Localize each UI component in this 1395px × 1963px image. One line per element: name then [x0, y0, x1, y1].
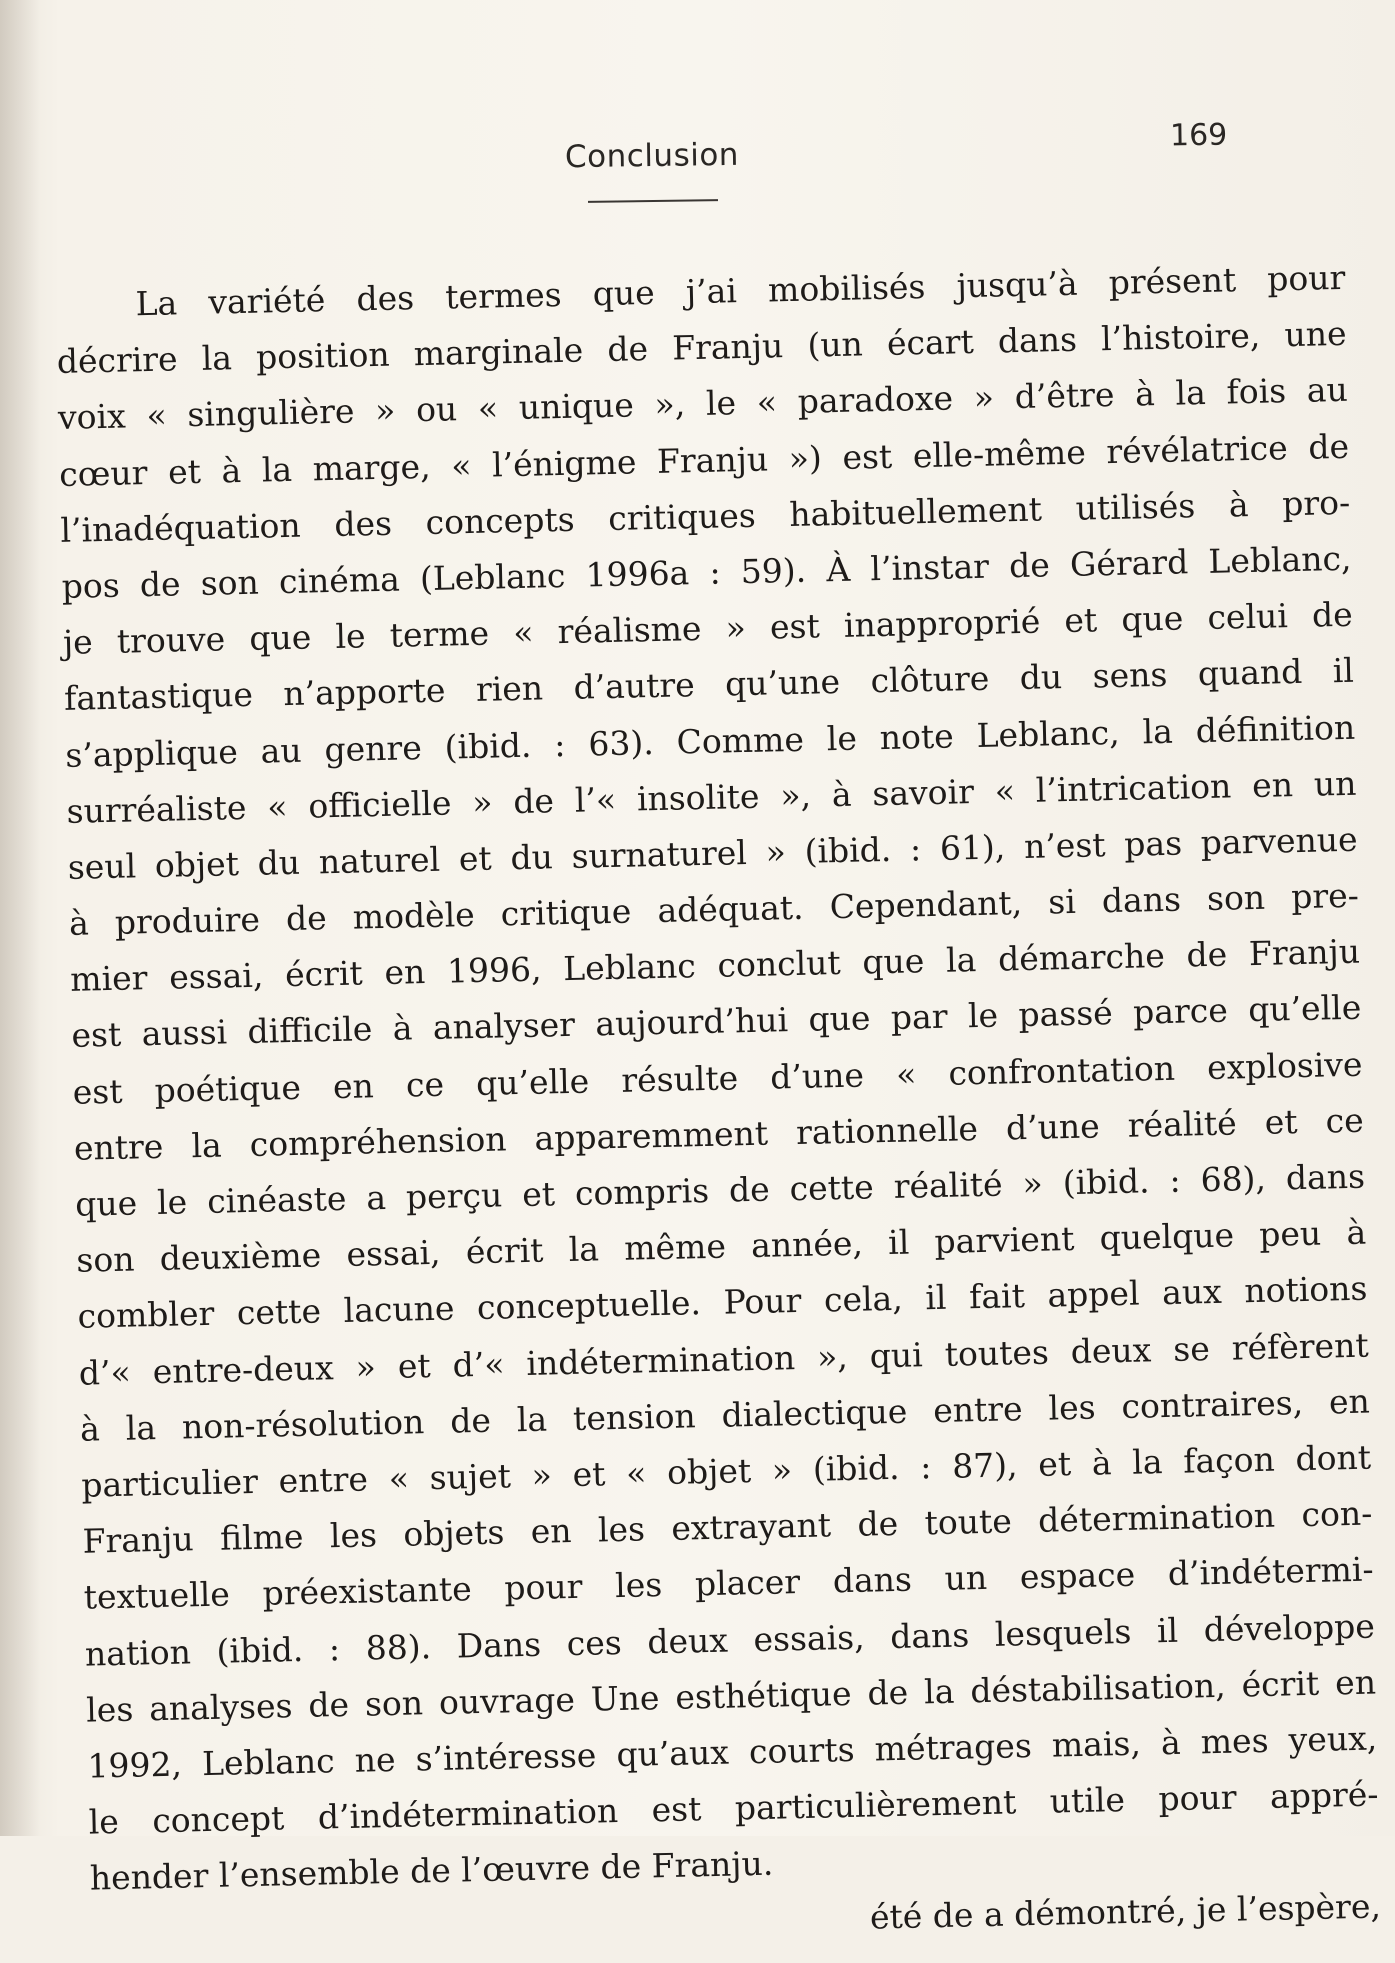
text-line: mier essai, écrit en 1996, Leblanc conclut que la démarche de Franju — [69, 931, 1361, 1000]
text-line: cœur et à la marge, « l’énigme Franju ») est elle-même révélatrice de — [58, 426, 1350, 494]
text-line: textuelle préexistante pour les placer dans un espace d’indétermi- — [83, 1549, 1374, 1617]
text-line: je trouve que le terme « réalisme » est inapproprié et que celui de — [62, 594, 1354, 663]
text-line: fantastique n’apporte rien d’autre qu’une clôture du sens quand il — [63, 651, 1355, 719]
cut-off-text-line: été de a démontré, je l’espère, — [869, 1886, 1382, 1938]
text-line: combler cette lacune conceptuelle. Pour cela, il fait appel aux notions — [77, 1268, 1368, 1337]
text-line: à la non-résolution de la tension dialectique entre les contraires, en — [79, 1381, 1371, 1449]
text-line: pos de son cinéma (Leblanc 1996a : 59). À l’instar de Gérard Leblanc, — [61, 538, 1352, 606]
text-line: les analyses de son ouvrage Une esthétique de la déstabilisation, écrit en — [85, 1662, 1377, 1730]
text-line: La variété des termes que j’ai mobilisés jusqu’à présent pour — [135, 257, 1346, 324]
text-line: décrire la position marginale de Franju (un écart dans l’histoire, une — [56, 314, 1347, 382]
text-line: surréaliste « officielle » de l’« insolite », à savoir « l’intrication en un — [66, 763, 1357, 831]
text-line: voix « singulière » ou « unique », le « paradoxe » d’être à la fois au — [57, 370, 1349, 438]
text-line: est poétique en ce qu’elle résulte d’une « confrontation explosive — [72, 1044, 1363, 1112]
running-head-rule — [588, 199, 718, 203]
text-line: nation (ibid. : 88). Dans ces deux essais, dans lesquels il développe — [84, 1606, 1376, 1674]
page-number: 169 — [1169, 117, 1228, 154]
text-line: son deuxième essai, écrit la même année, il parvient quelque peu à — [76, 1212, 1367, 1280]
text-line: l’inadéquation des concepts critiques habituellement utilisés à pro- — [60, 482, 1351, 550]
text-line: particulier entre « sujet » et « objet » (ibid. : 87), et à la façon dont — [80, 1437, 1372, 1505]
text-line: Franju filme les objets en les extrayant de toute détermination con- — [82, 1493, 1373, 1561]
text-line: s’applique au genre (ibid. : 63). Comme le note Leblanc, la définition — [64, 707, 1356, 775]
text-line: que le cinéaste a perçu et compris de cette réalité » (ibid. : 68), dans — [74, 1156, 1366, 1224]
text-line: 1992, Leblanc ne s’intéresse qu’aux courts métrages mais, à mes yeux, — [87, 1718, 1378, 1786]
text-line: entre la compréhension apparemment rationnelle d’une réalité et ce — [73, 1100, 1365, 1168]
text-line: seul objet du naturel et du surnaturel » (ibid. : 61), n’est pas parvenue — [67, 819, 1358, 887]
text-line: hender l’ensemble de l’œuvre de Franju. — [89, 1843, 774, 1898]
text-line: d’« entre-deux » et d’« indétermination », qui toutes deux se réfèrent — [78, 1325, 1370, 1393]
text-line: le concept d’indétermination est particulièrement utile pour appré- — [88, 1774, 1379, 1842]
gutter-shadow — [0, 0, 40, 1836]
body-paragraph — [55, 250, 1381, 1947]
text-line: est aussi difficile à analyser aujourd’hui que par le passé parce qu’elle — [71, 988, 1362, 1056]
running-head: Conclusion — [564, 136, 740, 176]
text-line: à produire de modèle critique adéquat. Cependant, si dans son pre- — [68, 875, 1360, 943]
